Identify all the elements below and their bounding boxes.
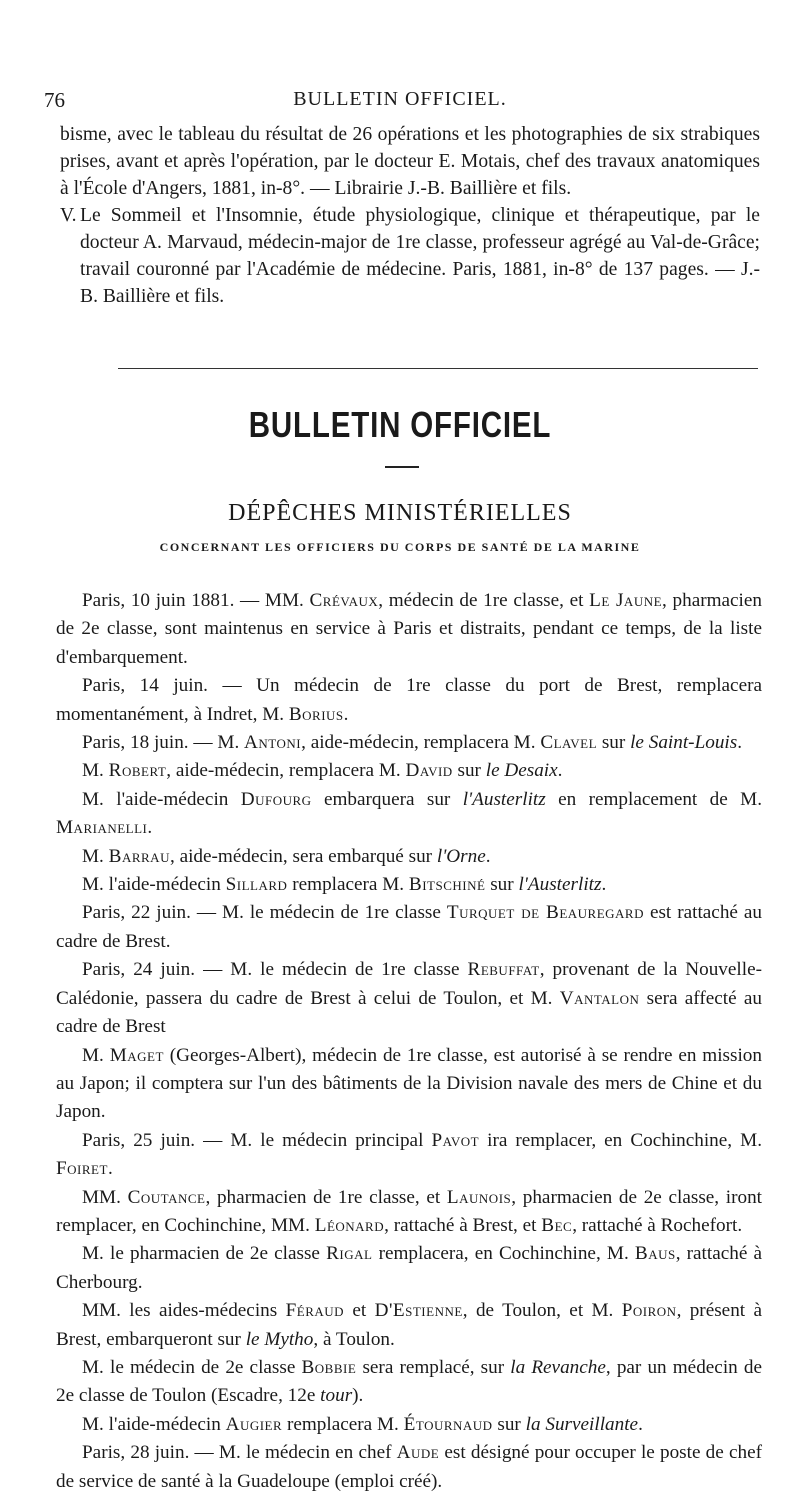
paragraph: M. le pharmacien de 2e classe Rigal remplacera, en Cochinchine, M. Baus, rattaché à Cherbourg. xyxy=(56,1243,763,1293)
ship-name: le Mytho xyxy=(245,1328,314,1350)
person-name: Rigal xyxy=(326,1243,373,1265)
dispatches-block xyxy=(56,587,762,1496)
section-title: DÉPÊCHES MINISTÉRIELLES xyxy=(228,500,572,526)
person-name: Pavot xyxy=(431,1129,480,1151)
person-name: Aude xyxy=(396,1442,440,1464)
person-name: Rebuffat xyxy=(467,959,540,981)
person-name: Féraud xyxy=(285,1300,345,1322)
ship-name: l'Austerlitz xyxy=(518,874,602,896)
section-subtitle: CONCERNANT LES OFFICIERS DU CORPS DE SANTÉ DE LA MARINE xyxy=(159,540,641,554)
paragraph: M. l'aide-médecin Augier remplacera M. Étournaud sur la Surveillante. xyxy=(82,1413,643,1435)
person-name: Launois xyxy=(446,1186,512,1208)
person-name: Augier xyxy=(225,1413,283,1435)
title-rule xyxy=(385,466,419,468)
ship-name: la Surveillante xyxy=(525,1413,639,1435)
paragraph: Paris, 24 juin. — M. le médecin de 1re classe Rebuffat, provenant de la Nouvelle-Calédonie, passera du cadre de Brest à celui de Toulon, et M. Vantalon sera affecté au cadre de Brest xyxy=(56,959,762,1038)
paragraph: Paris, 22 juin. — M. le médecin de 1re classe Turquet de Beauregard est rattaché au cadre de Brest. xyxy=(56,902,762,952)
person-name: Antoni xyxy=(244,732,302,754)
paragraph: MM. Coutance, pharmacien de 1re classe, et Launois, pharmacien de 2e classe, iront remplacer, en Cochinchine, MM. Léonard, rattaché à Brest, et Bec, rattaché à Rochefort. xyxy=(56,1186,763,1236)
running-title: BULLETIN OFFICIEL. xyxy=(293,88,507,110)
paragraph: Paris, 14 juin. — Un médecin de 1re classe du port de Brest, remplacera momentanément, à Indret, M. Borius. xyxy=(56,675,762,725)
person-name: Marianelli xyxy=(56,817,148,839)
paragraph: M. l'aide-médecin Sillard remplacera M. Bitschiné sur l'Austerlitz. xyxy=(82,874,607,896)
person-name: David xyxy=(405,760,453,782)
person-name: Robert xyxy=(108,760,167,782)
person-name: Foiret xyxy=(56,1158,108,1180)
person-name: Dufourg xyxy=(240,788,312,810)
person-name: Étournaud xyxy=(403,1413,493,1435)
person-name: Bitschiné xyxy=(408,874,486,896)
person-name: Baus xyxy=(634,1243,676,1265)
paragraph: Paris, 28 juin. — M. le médecin en chef Aude est désigné pour occuper le poste de chef de service de santé à la Guadeloupe (emploi créé). xyxy=(56,1442,762,1492)
item-number: V. xyxy=(60,205,77,226)
person-name: Sillard xyxy=(225,874,288,896)
bulletin-title: BULLETIN OFFICIEL xyxy=(248,404,552,445)
paragraph: M. l'aide-médecin Dufourg embarquera sur l'Austerlitz en remplacement de M. Marianelli. xyxy=(56,788,762,839)
ship-name: l'Austerlitz xyxy=(462,788,546,810)
intro-block xyxy=(60,121,760,310)
person-name: Turquet de Beauregard xyxy=(446,902,644,924)
paragraph: Paris, 18 juin. — M. Antoni, aide-médecin, remplacera M. Clavel sur le Saint-Louis. xyxy=(82,732,743,754)
paragraph: M. Maget (Georges-Albert), médecin de 1re classe, est autorisé à se rendre en mission au Japon; il comptera sur l'un des bâtiments de la Division navale des mers de Chine et du Japon. xyxy=(56,1044,762,1123)
person-name: Vantalon xyxy=(559,987,640,1009)
italic-term: tour xyxy=(320,1385,353,1407)
bibliography-continuation: bisme, avec le tableau du résultat de 26 opérations et les photographies de six strabiques prises, avant et après l'opération, par le docteur E. Motais, chef des travaux anatomiques à l'École d'Angers, 1881, in-8°. — Librairie J.-B. Baillière et fils. xyxy=(60,124,760,199)
paragraph: MM. les aides-médecins Féraud et D'Estienne, de Toulon, et M. Poiron, présent à Brest, embarqueront sur le Mytho, à Toulon. xyxy=(56,1300,762,1350)
page-number: 76 xyxy=(44,88,65,112)
person-name: Bobbie xyxy=(301,1356,357,1378)
person-name: Borius xyxy=(288,703,344,725)
person-name: Bec xyxy=(541,1214,573,1236)
bibliography-item-v xyxy=(60,202,760,310)
person-name: Poiron xyxy=(621,1300,677,1322)
paragraph: Paris, 25 juin. — M. le médecin principal Pavot ira remplacer, en Cochinchine, M. Foiret. xyxy=(56,1129,762,1180)
person-name: Coutance xyxy=(127,1186,206,1208)
section-divider xyxy=(118,368,758,369)
person-name: Barrau xyxy=(108,845,170,867)
ship-name: la Revanche xyxy=(510,1356,606,1378)
person-name: Léonard xyxy=(314,1214,385,1236)
person-name: Maget xyxy=(109,1044,164,1066)
person-name: D'Estienne xyxy=(374,1300,463,1322)
paragraph: M. le médecin de 2e classe Bobbie sera remplacé, sur la Revanche, par un médecin de 2e classe de Toulon (Escadre, 12e tour). xyxy=(56,1356,762,1407)
person-name: Crévaux xyxy=(309,590,379,611)
ship-name: le Saint-Louis xyxy=(630,732,738,754)
person-name: Clavel xyxy=(540,732,598,754)
ship-name: le Desaix xyxy=(485,760,558,782)
item-text: Le Sommeil et l'Insomnie, étude physiologique, clinique et thérapeutique, par le docteur A. Marvaud, médecin-major de 1re classe, professeur agrégé au Val-de-Grâce; travail couronné par l'Académie de médecine. Paris, 1881, in-8° de 137 pages. — J.-B. Baillière et fils. xyxy=(80,205,760,307)
paragraph: M. Barrau, aide-médecin, sera embarqué sur l'Orne. xyxy=(82,845,491,867)
ship-name: l'Orne xyxy=(436,845,486,867)
paragraph: M. Robert, aide-médecin, remplacera M. David sur le Desaix. xyxy=(82,760,563,782)
paragraph: Paris, 10 juin 1881. — MM. Crévaux, médecin de 1re classe, et Le Jaune, pharmacien de 2e classe, sont maintenus en service à Paris et distraits, pendant ce temps, de la liste d'embarquement. xyxy=(56,590,763,668)
running-head xyxy=(44,88,756,112)
person-name: Le Jaune xyxy=(589,590,663,611)
